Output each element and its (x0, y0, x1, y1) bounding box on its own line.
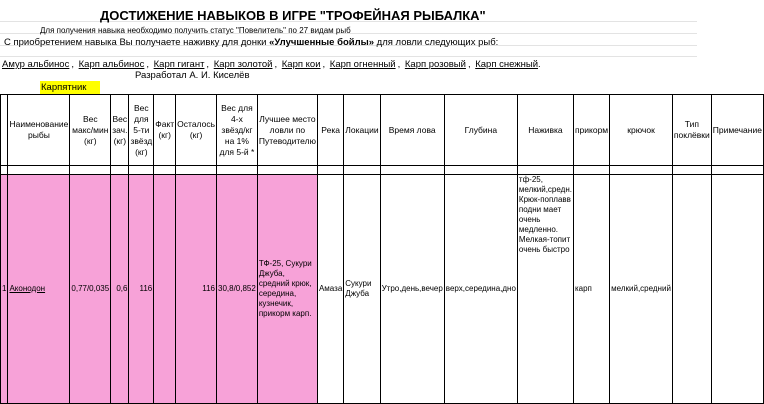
time-cell[interactable]: Утро,день,вечер (380, 175, 444, 404)
weight-5-stars-cell[interactable]: 116 (129, 175, 154, 404)
column-header: Факт (кг) (154, 95, 176, 166)
column-header (1, 95, 8, 166)
column-header: Локации (344, 95, 380, 166)
status-requirement-note: Для получения навыка необходимо получить статус "Повелитель" по 27 видам рыб (40, 26, 351, 35)
sheet-title: ДОСТИЖЕНИЕ НАВЫКОВ В ИГРЕ "ТРОФЕЙНАЯ РЫБАЛКА" (100, 8, 486, 23)
note-cell[interactable] (711, 175, 763, 404)
column-header: Наживка (517, 95, 573, 166)
column-header: Вес для 4-х звёзд/кг на 1% для 5-й * (217, 95, 258, 166)
column-header: Осталось (кг) (176, 95, 217, 166)
hook-cell[interactable]: мелкий,средний (610, 175, 673, 404)
fish-link[interactable]: Карп гигант (153, 59, 205, 70)
group-label: Карпятник (40, 81, 100, 94)
column-header: Река (317, 95, 343, 166)
depth-cell[interactable]: верх,середина,дно (444, 175, 517, 404)
column-header: Лучшее место ловли по Путеводителю (257, 95, 317, 166)
fish-link-list: Амур альбинос , Карп альбинос , Карп гигант , Карп золотой , Карп кои , Карп огненный , Карп розовый , Карп снежный. (2, 59, 541, 70)
column-header: Примечание (711, 95, 763, 166)
column-header: Наименование рыбы (8, 95, 70, 166)
best-place-cell[interactable]: ТФ-25, Сукури Джуба, средний крюк, середина, кузнечик, прикорм карп. (257, 175, 317, 404)
fish-table (0, 94, 764, 404)
column-header: Вес для 5-ти звёзд (кг) (129, 95, 154, 166)
fish-name-cell[interactable]: Аконодон (8, 175, 70, 404)
location-cell[interactable]: Сукури Джуба (344, 175, 380, 404)
bait-note-prefix: С приобретением навыка Вы получаете наживку для донки (4, 37, 267, 48)
fish-link[interactable]: Карп золотой (213, 59, 273, 70)
remaining-cell[interactable]: 116 (176, 175, 217, 404)
river-cell[interactable]: Амаза (317, 175, 343, 404)
weight-4-stars-cell[interactable]: 30,8/0,852 (217, 175, 258, 404)
column-header: Вес зач. (кг) (111, 95, 129, 166)
bait-name: «Улучшенные бойлы» (269, 37, 375, 48)
fact-cell[interactable] (154, 175, 176, 404)
bait-cell[interactable]: тф-25, мелкий,средн. Крюк-поплавв подни мает очень медленно. Мелкая-топит очень быстро (517, 175, 573, 404)
column-header: Тип поклёвки (672, 95, 711, 166)
bait-note (4, 37, 498, 48)
fish-link[interactable]: Карп кои (281, 59, 321, 70)
column-header: Время лова (380, 95, 444, 166)
weight-zach-cell[interactable]: 0,6 (111, 175, 129, 404)
fish-link[interactable]: Карп розовый (404, 59, 466, 70)
fish-link[interactable]: Карп огненный (329, 59, 396, 70)
table-row (1, 175, 764, 404)
bait-note-suffix: для ловли следующих рыб: (376, 37, 499, 48)
bite-type-cell[interactable] (672, 175, 711, 404)
row-number-cell[interactable]: 1 (1, 175, 8, 404)
column-header: Глубина (444, 95, 517, 166)
sheet-gridline (0, 56, 697, 57)
fish-link[interactable]: Амур альбинос (2, 59, 70, 70)
column-header: Вес макс/мин (кг) (70, 95, 111, 166)
groundbait-cell[interactable]: карп (573, 175, 609, 404)
table-spacer-row (1, 166, 764, 175)
developer-credit: Разработал А. И. Киселёв (135, 70, 250, 81)
column-header: прикорм (573, 95, 609, 166)
weight-max-min-cell[interactable]: 0,77/0,035 (70, 175, 111, 404)
column-header: крючок (610, 95, 673, 166)
fish-link[interactable]: Карп альбинос (78, 59, 145, 70)
fish-link[interactable]: Карп снежный (475, 59, 539, 70)
table-header-row (1, 95, 764, 166)
